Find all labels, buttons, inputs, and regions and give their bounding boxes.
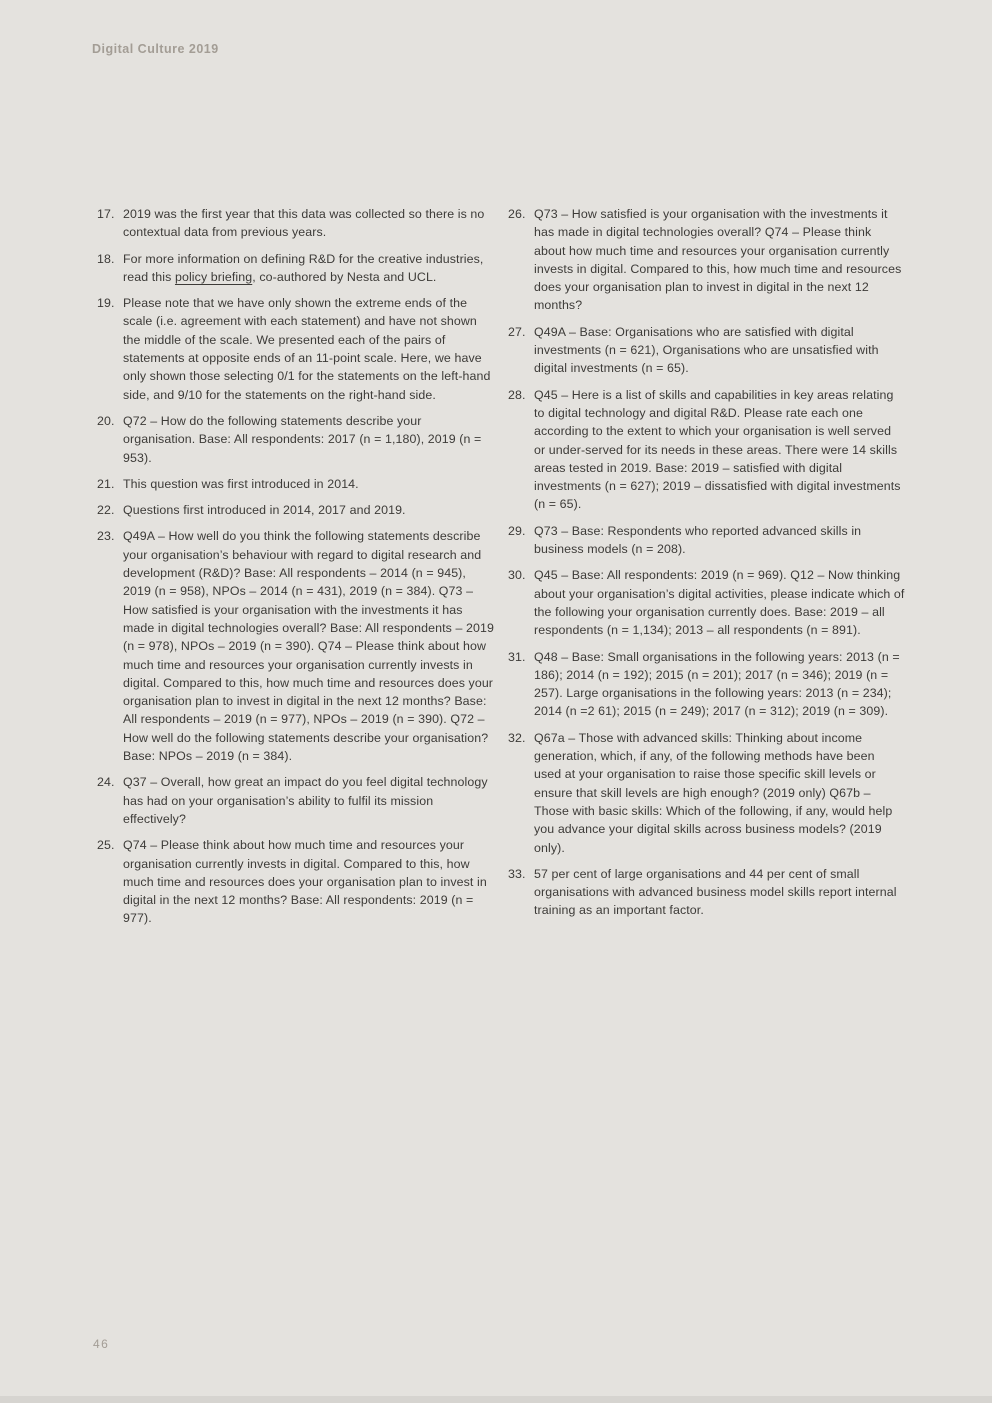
endnote-item [97, 205, 494, 242]
endnote-text: 2019 was the first year that this data was collected so there is no contextual data from previous years. [123, 207, 485, 240]
endnote-text: Q48 – Base: Small organisations in the following years: 2013 (n = 186); 2014 (n = 192); 2015 (n = 201); 2017 (n = 346); 2019 (n = 257). Large organisations in the following years: 2013 (n = 234); 2014 (n =2 61); 2015 (n = 249); 2017 (n = 312); 2019 (n = 309). [534, 649, 900, 719]
endnote-number: 26. [508, 207, 526, 221]
endnote-number: 25. [97, 838, 115, 853]
endnote-number: 21. [97, 476, 115, 491]
endnotes-column-left [97, 205, 494, 936]
endnote-number: 33. [508, 866, 526, 881]
endnote-text: Q73 – Base: Respondents who reported advanced skills in business models (n = 208). [534, 523, 862, 557]
endnote-number: 18. [97, 251, 115, 266]
page-number: 46 [93, 1337, 110, 1351]
endnote-text: Q37 – Overall, how great an impact do you feel digital technology has had on your organisation’s ability to fulfil its mission effectively? [123, 775, 488, 826]
endnote-item [97, 250, 494, 287]
endnote-item [97, 527, 494, 765]
endnote-text: Q49A – How well do you think the following statements describe your organisation’s behaviour with regard to digital research and development (R&D)? Base: All respondents – 2014 (n = 945), 2019 (n = 958), NPOs – 2014 (n = 431), 2019 (n = 384). Q73 – How satisfied is your organisation with the investments it has made in digital technologies overall? Base: All respondents – 2019 (n = 978), NPOs – 2019 (n = 390). Q74 – Please think about how much time and resources your organisation currently invests in digital. Compared to this, how much time and resources does your organisation plan to invest in digital in the next 12 months? Base: All respondents – 2019 (n = 977), NPOs – 2019 (n = 390). Q72 – How well do the following statements describe your organisation? Base: NPOs – 2019 (n = 384). [123, 529, 494, 764]
endnote-item [97, 501, 494, 519]
endnote-number: 28. [508, 387, 526, 402]
endnote-number: 17. [97, 207, 115, 221]
endnote-item [508, 386, 905, 514]
endnote-number: 23. [97, 529, 115, 544]
endnote-item [508, 522, 905, 559]
endnote-number: 32. [508, 730, 526, 745]
endnote-item [97, 475, 494, 493]
endnote-text: Q45 – Base: All respondents: 2019 (n = 969). Q12 – Now thinking about your organisation’s digital activities, please indicate which of the following your organisation currently does. Base: 2019 – all respondents (n = 1,134); 2013 – all respondents (n = 891). [534, 568, 905, 638]
endnote-item [97, 294, 494, 404]
endnote-text: This question was first introduced in 2014. [123, 476, 359, 491]
endnote-item [97, 412, 494, 467]
endnote-text: Q72 – How do the following statements describe your organisation. Base: All respondents: 2017 (n = 1,180), 2019 (n = 953). [123, 413, 482, 465]
endnote-text: Please note that we have only shown the extreme ends of the scale (i.e. agreement with each statement) and have not shown the middle of the scale. We presented each of the pairs of statements at opposite ends of an 11-point scale. Here, we have only shown those selecting 0/1 for the statements on the left-hand side, and 9/10 for the statements on the right-hand side. [123, 296, 491, 402]
endnote-number: 27. [508, 324, 526, 339]
endnote-text: Q67a – Those with advanced skills: Thinking about income generation, which, if any, of the following methods have been used at your organisation to raise those specific skill levels or ensure that skill levels are high enough? (2019 only) Q67b – Those with basic skills: Which of the following, if any, would help you advance your digital skills across business models? (2019 only). [534, 730, 893, 855]
endnote-number: 19. [97, 296, 115, 311]
endnotes-section [97, 205, 905, 936]
endnote-item [508, 323, 905, 378]
endnote-number: 31. [508, 649, 526, 664]
endnote-number: 24. [97, 775, 115, 790]
endnote-text: Questions first introduced in 2014, 2017 and 2019. [123, 503, 406, 518]
endnote-item [97, 773, 494, 828]
endnote-number: 29. [508, 523, 526, 538]
endnote-number: 22. [97, 503, 115, 518]
endnote-text: Q73 – How satisfied is your organisation with the investments it has made in digital technologies overall? Q74 – Please think about how much time and resources your organisation currently invests in digital. Compared to this, how much time and resources does your organisation plan to invest in digital in the next 12 months? [534, 207, 902, 313]
endnote-text: For more information on defining R&D for the creative industries, read this policy briefing, co-authored by Nesta and UCL. [123, 251, 484, 284]
endnote-item [508, 566, 905, 639]
endnote-item [508, 729, 905, 857]
endnote-number: 20. [97, 413, 115, 428]
endnote-text: Q74 – Please think about how much time and resources your organisation currently invests in digital. Compared to this, how much time and resources does your organisation plan to invest in digital in the next 12 months? Base: All respondents: 2019 (n = 977). [123, 838, 487, 926]
endnote-number: 30. [508, 568, 526, 583]
endnote-text: Q45 – Here is a list of skills and capabilities in key areas relating to digital technology and digital R&D. Please rate each one according to the extent to which your organisation is well served or under-served for its needs in these areas. There were 14 skills areas tested in 2019. Base: 2019 – satisfied with digital investments (n = 627); 2019 – dissatisfied with digital investments (n = 65). [534, 387, 901, 512]
policy-briefing-link[interactable]: policy briefing [174, 269, 253, 284]
endnote-text: 57 per cent of large organisations and 44 per cent of small organisations with advanced business model skills report internal training as an important factor. [534, 866, 897, 918]
page-bottom-edge [0, 1396, 992, 1403]
endnote-item [97, 836, 494, 927]
endnote-item [508, 648, 905, 721]
endnote-item [508, 865, 905, 920]
endnote-text: Q49A – Base: Organisations who are satisfied with digital investments (n = 621), Organisations who are unsatisfied with digital investments (n = 65). [534, 324, 879, 376]
report-title-header: Digital Culture 2019 [92, 42, 219, 56]
endnotes-column-right [508, 205, 905, 936]
endnote-item [508, 205, 905, 315]
